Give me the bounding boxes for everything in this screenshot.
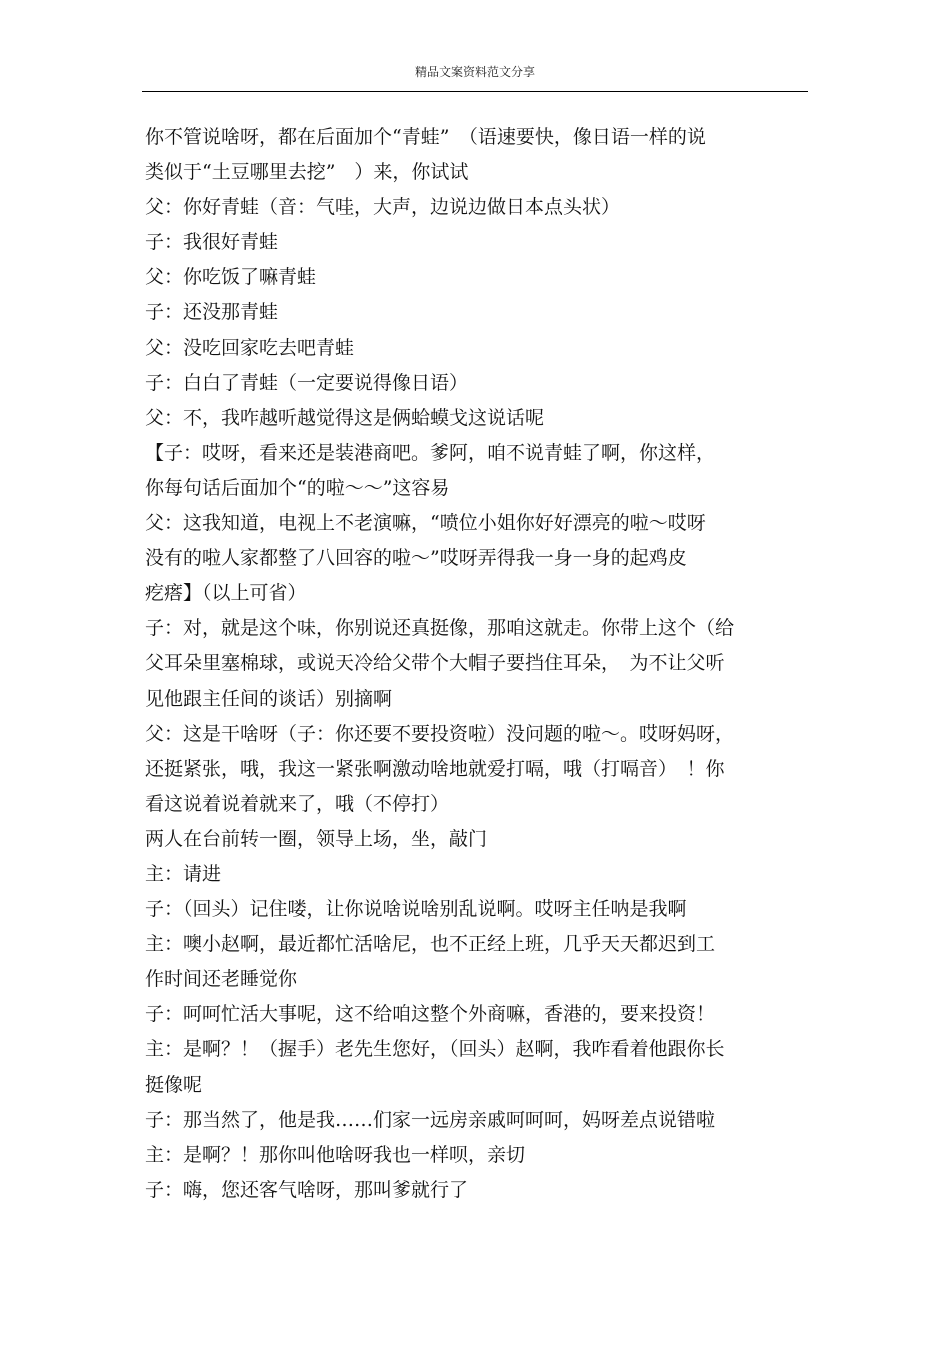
text-line: 类似于“土豆哪里去挖” ）来，你试试 [145, 161, 469, 184]
text-line: 父：这是干啥呀（子：你还要不要投资啦）没问题的啦～。哎呀妈呀， [145, 722, 735, 745]
text-line: 子：我很好青蛙 [145, 231, 279, 254]
text-line: 见他跟主任间的谈话）别摘啊 [145, 687, 393, 710]
text-line: 父：你好青蛙（音：气哇，大声，边说边做日本点头状） [145, 196, 621, 219]
text-line: 【子：哎呀，看来还是装港商吧。爹阿，咱不说青蛙了啊，你这样， [145, 441, 716, 464]
text-line: 看这说着说着就来了，哦（不停打） [145, 792, 450, 815]
text-line: 父耳朵里塞棉球，或说天冷给父带个大帽子要挡住耳朵， 为不让父听 [145, 652, 725, 675]
document-body [145, 120, 810, 1208]
text-line: 子：对，就是这个味，你别说还真挺像，那咱这就走。你带上这个（给 [145, 617, 735, 640]
text-line: 父：你吃饭了嘛青蛙 [145, 266, 317, 289]
text-line: 子：那当然了，他是我……们家一远房亲戚呵呵呵，妈呀差点说错啦 [145, 1108, 716, 1131]
text-line: 疙瘩】（以上可省） [145, 582, 307, 605]
text-line: 两人在台前转一圈，领导上场，坐，敲门 [145, 827, 488, 850]
text-line: 父：不，我咋越听越觉得这是俩蛤蟆戈这说话呢 [145, 406, 545, 429]
header-divider [142, 91, 808, 92]
text-line: 父：没吃回家吃去吧青蛙 [145, 336, 355, 359]
text-line: 主：是啊？！（握手）老先生您好，（回头）赵啊，我咋看着他跟你长 [145, 1038, 725, 1061]
text-line: 你每句话后面加个“的啦～～”这容易 [145, 476, 450, 499]
text-line: 没有的啦人家都整了八回容的啦～”哎呀弄得我一身一身的起鸡皮 [145, 547, 687, 570]
text-line: 作时间还老睡觉你 [145, 968, 298, 991]
text-line: 主：是啊？！那你叫他啥呀我也一样呗，亲切 [145, 1143, 526, 1166]
text-line: 你不管说啥呀，都在后面加个“青蛙” （语速要快，像日语一样的说 [145, 126, 706, 148]
text-line: 主：噢小赵啊，最近都忙活啥尼，也不正经上班，几乎天天都迟到工 [145, 933, 716, 956]
text-line: 挺像呢 [145, 1073, 203, 1096]
text-line: 子：呵呵忙活大事呢，这不给咱这整个外商嘛，香港的，要来投资！ [145, 1003, 716, 1026]
text-line: 子：还没那青蛙 [145, 301, 279, 324]
text-line: 子：嗨，您还客气啥呀，那叫爹就行了 [145, 1178, 469, 1201]
text-line: 子：（回头）记住喽，让你说啥说啥别乱说啊。哎呀主任呐是我啊 [145, 898, 687, 921]
page-header: 精品文案资料范文分享 [414, 65, 535, 79]
text-line: 还挺紧张，哦，我这一紧张啊激动啥地就爱打嗝，哦（打嗝音） ！你 [145, 757, 725, 780]
text-line: 子：白白了青蛙（一定要说得像日语） [145, 371, 469, 394]
text-line: 主：请进 [145, 862, 222, 885]
text-line: 父：这我知道，电视上不老演嘛，“喷位小姐你好好漂亮的啦～哎呀 [145, 512, 706, 535]
